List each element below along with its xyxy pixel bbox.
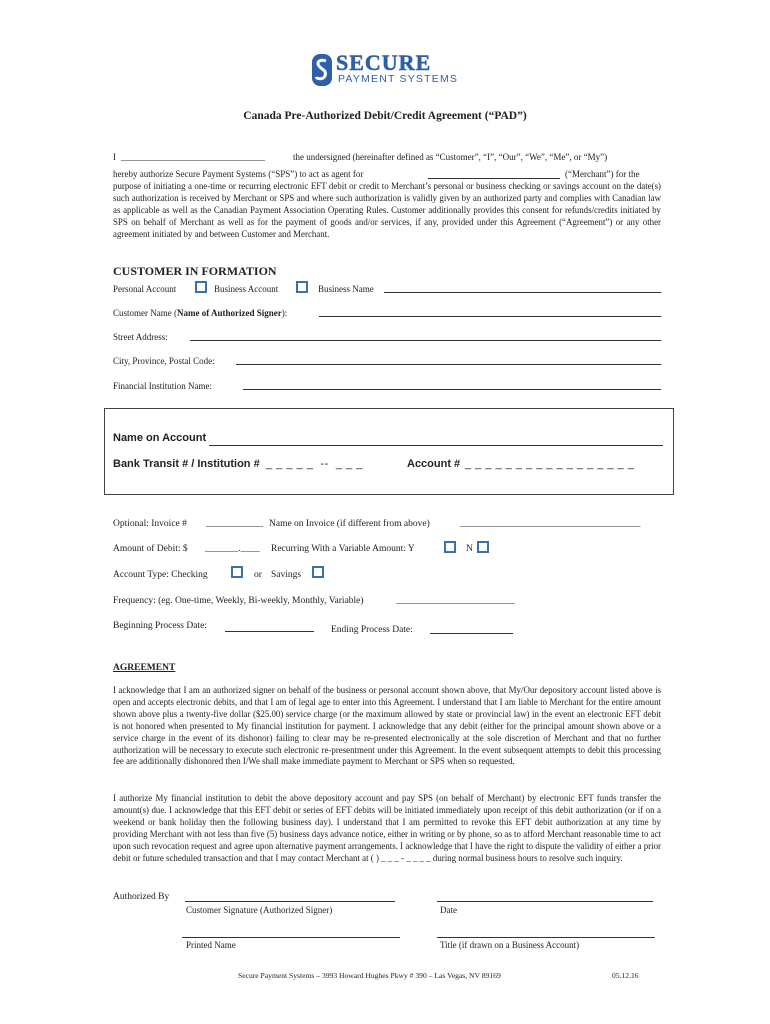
savings-label: Savings: [271, 570, 302, 580]
intro-line2b: (“Merchant”) for the: [565, 169, 640, 179]
agreement-paragraph-2: I authorize My financial institution to debit the above depository account and pay SPS (on behalf of Merchant) by electronic EFT funds transfer the amount(s) due. I acknowledge that this EFT debit or series of EFT debits will be initiated immediately upon receipt of this debit authorization (or if on a weekend or bank holiday then the following business day). I understand that I am permitted to revoke this EFT debit authorization at any time by providing Merchant with not less than five (5) business days advance notice, either in writing or by phone, so as to afford Merchant reasonable time to act upon such revocation request and agree upon alternative payment arrangements. I acknowledge that I have the right to dispute the validity of either a prior debit or future scheduled transaction and that I may contact Merchant at ( ) _ _ _ - _ _ _ _ during normal business hours to resolve such inquiry.: [113, 793, 661, 863]
savings-checkbox[interactable]: [312, 566, 324, 578]
title-field[interactable]: [437, 937, 655, 938]
institution-field[interactable]: [243, 389, 661, 390]
name-on-account-label: Name on Account: [113, 432, 207, 444]
account-type-label: Account Type: Checking: [113, 570, 208, 580]
begin-date-label: Beginning Process Date:: [113, 621, 207, 631]
customer-name-label-a: Customer Name (: [113, 308, 177, 318]
recurring-yes-checkbox[interactable]: [444, 541, 456, 553]
agreement-heading: AGREEMENT: [113, 663, 176, 673]
end-date-label: Ending Process Date:: [331, 625, 413, 635]
name-on-invoice-label: Name on Invoice (if different from above): [269, 519, 430, 529]
footer-version: 05.12.16: [612, 971, 639, 980]
logo-subtitle: PAYMENT SYSTEMS: [338, 73, 459, 85]
or-label: or: [254, 570, 262, 580]
authorized-by-label: Authorized By: [113, 892, 170, 902]
recurring-label: Recurring With a Variable Amount: Y: [271, 544, 415, 554]
logo-word: SECURE: [336, 50, 432, 75]
customer-info-heading: CUSTOMER IN FORMATION: [113, 264, 277, 278]
business-name-field[interactable]: [384, 292, 661, 293]
intro-body: purpose of initiating a one-time or recurring electronic EFT debit or credit to Merchant’s personal or business checking or savings account on the date(s) such authorization is received by Merchant or SPS and where such authorization is validly given by an authorized party and complies with Canadian law as applicable as well as the Canadian Payment Association Operating Rules. Customer additionally provides this consent for refunds/credits initiated by SPS on behalf of Merchant as well as for the payment of goods and/or services, if any, provided under this Agreement (“Agreement”) or any other agreement initiated by and between Customer and Merchant.: [113, 181, 661, 239]
page-title: Canada Pre-Authorized Debit/Credit Agreement (“PAD”): [243, 110, 527, 122]
personal-account-label: Personal Account: [113, 284, 177, 294]
invoice-field[interactable]: ____________: [206, 519, 263, 529]
date-field[interactable]: [437, 901, 653, 902]
begin-date-field[interactable]: [225, 631, 314, 632]
signature-caption: Customer Signature (Authorized Signer): [186, 905, 333, 915]
printed-name-caption: Printed Name: [186, 940, 236, 950]
frequency-field[interactable]: _________________________: [396, 596, 515, 606]
printed-name-field[interactable]: [182, 937, 400, 938]
checking-checkbox[interactable]: [231, 566, 243, 578]
amount-field[interactable]: _______.____: [205, 544, 260, 554]
customer-name-label-c: ):: [281, 308, 288, 318]
agreement-paragraph-1: I acknowledge that I am an authorized signer on behalf of the business or personal account shown above, that My/Our depository account listed above is open and accepts electronic debits, and that I am of legal age to enter into this Agreement. I understand that I am liable to Merchant for the entire amount shown above plus a twenty-five dollar ($25.00) service charge (or the maximum allowed by state or provincial law) in the event an electronic EFT debit is not honored when presented to My financial institution for payment. I acknowledge that any debit (either for the principal amount shown above or a service charge in the event of its dishonor) failing to clear may be re-presented electronically at the sole discretion of Merchant and that no further authorization will be necessary to execute such electronic re-presentment under this Agreement. In the event subsequent attempts to debit this processing fee are additionally dishonored then I/We shall make immediate payment to Merchant or SPS when so requested.: [113, 685, 661, 767]
personal-account-checkbox[interactable]: [195, 281, 207, 293]
name-on-account-field[interactable]: [209, 445, 663, 446]
intro-i-rest: the undersigned (hereinafter defined as “Customer”, “I”, “Our”, “We”, “Me”, or “My”): [293, 152, 608, 162]
city-field[interactable]: [236, 364, 661, 365]
account-number-label: Account #: [407, 458, 461, 470]
customer-name-field[interactable]: [319, 316, 661, 317]
account-number-field[interactable]: _ _ _ _ _ _ _ _ _ _ _ _ _ _ _ _ _: [465, 458, 635, 470]
title-caption: Title (if drawn on a Business Account): [440, 940, 580, 950]
footer-address: Secure Payment Systems – 3993 Howard Hughes Pkwy # 390 – Las Vegas, NV 89169: [238, 971, 501, 980]
invoice-label: Optional: Invoice #: [113, 519, 187, 529]
amount-label: Amount of Debit: $: [113, 544, 188, 554]
business-name-label: Business Name: [318, 284, 374, 294]
bank-info-box: [104, 408, 674, 495]
business-account-label: Business Account: [214, 284, 279, 294]
street-address-label: Street Address:: [113, 332, 168, 342]
intro-i-blank[interactable]: ________________________________: [121, 152, 265, 162]
intro-line2a: hereby authorize Secure Payment Systems (“SPS”) to act as agent for: [113, 169, 364, 179]
date-caption: Date: [440, 905, 457, 915]
name-on-invoice-field[interactable]: ______________________________________: [460, 519, 641, 529]
intro-i: I: [113, 152, 116, 162]
recurring-n-label: N: [466, 544, 473, 554]
transit-label: Bank Transit # / Institution #: [113, 458, 260, 470]
transit-field[interactable]: _ _ _ _ _ -- _ _ _: [266, 458, 363, 470]
secure-logo-icon: [310, 52, 334, 88]
frequency-label: Frequency: (eg. One-time, Weekly, Bi-weekly, Monthly, Variable): [113, 596, 364, 606]
end-date-field[interactable]: [430, 633, 513, 634]
merchant-name-field[interactable]: [428, 178, 560, 179]
institution-label: Financial Institution Name:: [113, 381, 212, 391]
street-address-field[interactable]: [190, 340, 661, 341]
signature-field[interactable]: [185, 901, 395, 902]
recurring-no-checkbox[interactable]: [477, 541, 489, 553]
customer-name-label-b: Name of Authorized Signer: [176, 308, 282, 318]
business-account-checkbox[interactable]: [296, 281, 308, 293]
customer-name-label: [113, 307, 287, 319]
city-label: City, Province, Postal Code:: [113, 356, 215, 366]
company-logo: [310, 52, 465, 88]
